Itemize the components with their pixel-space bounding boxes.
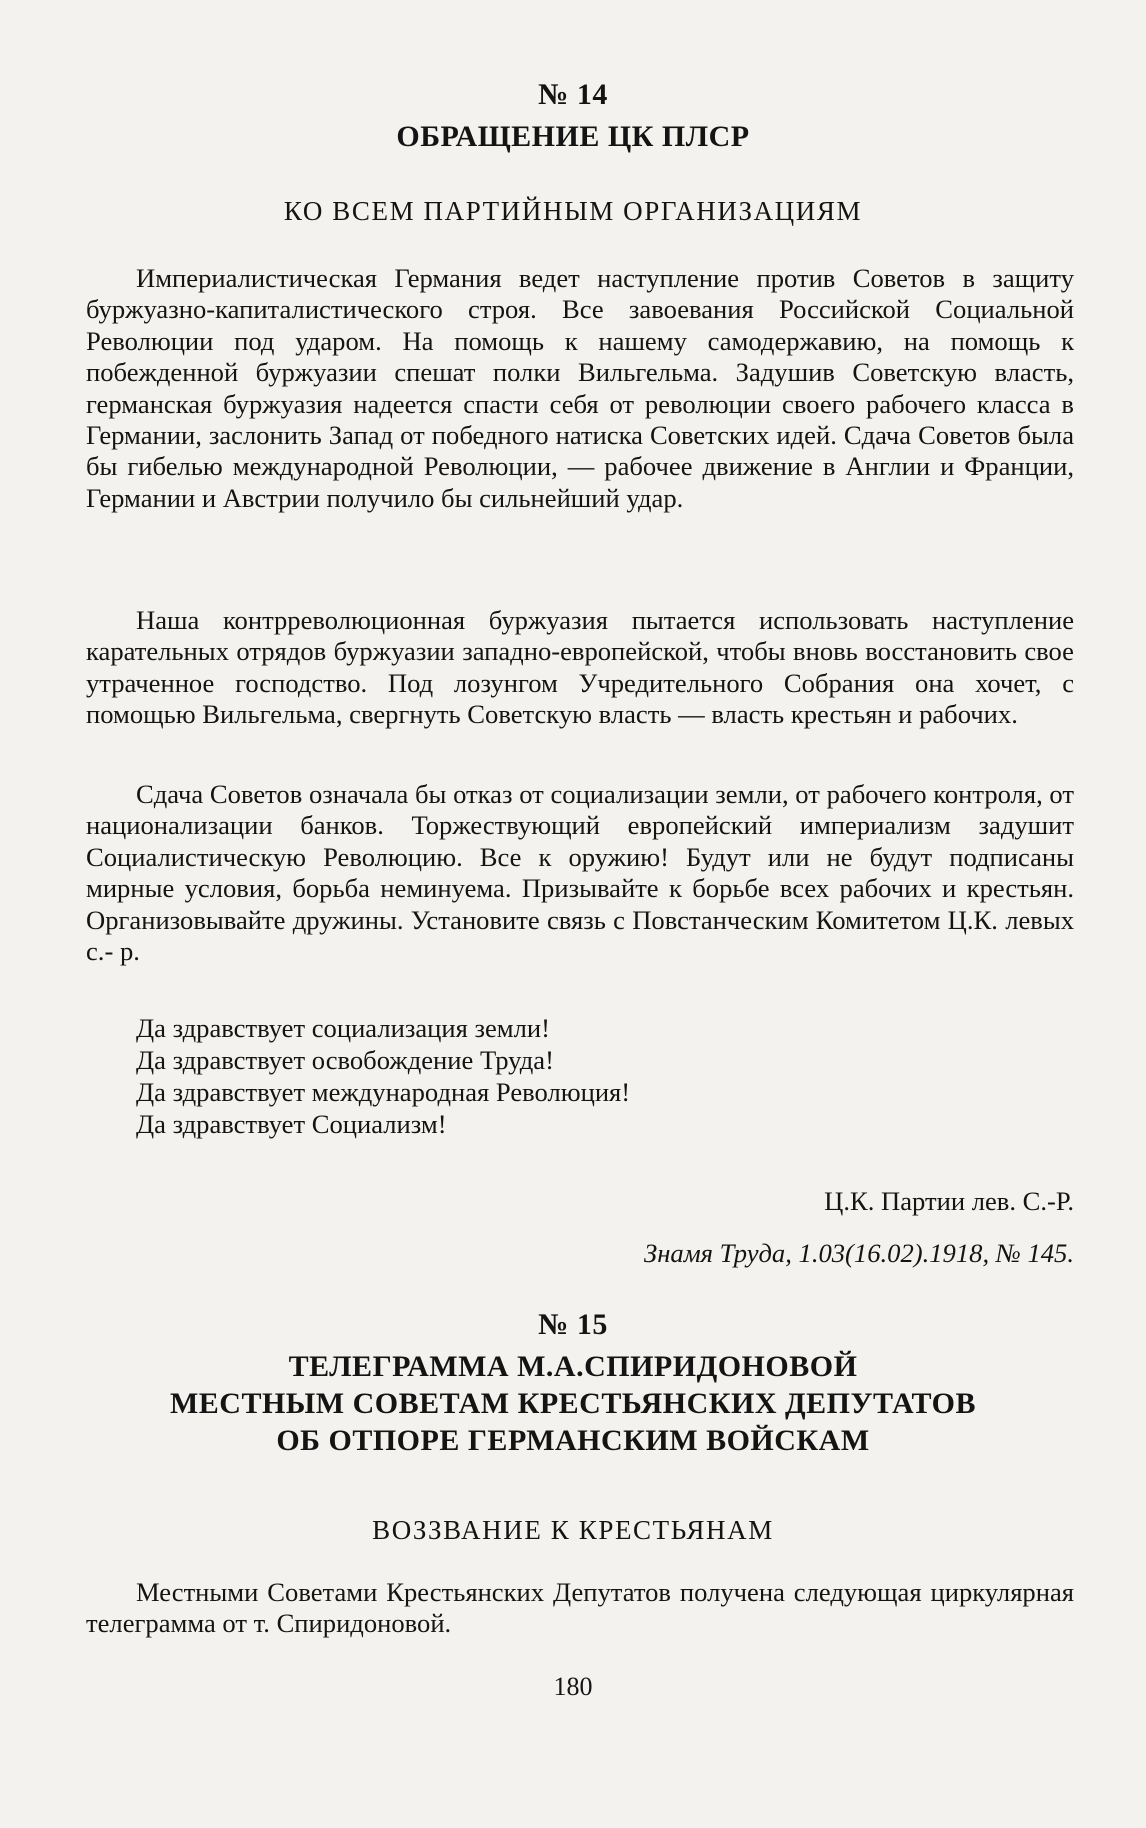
document-15-title-line: МЕСТНЫМ СОВЕТАМ КРЕСТЬЯНСКИХ ДЕПУТАТОВ xyxy=(169,1387,977,1420)
document-14-paragraph-2: Наша контрреволюционная буржуазия пытается использовать наступление карательных отрядов буржуазии западно-европейской, чтобы вновь восстановить свое утраченное господство. Под лозунгом Учредительного Собрания она хочет, с помощью Вильгельма, свергнуть Советскую власть — власть крестьян и рабочих. xyxy=(86,605,1074,730)
page-number: 180 xyxy=(553,1672,593,1701)
slogan: Да здравствует социализация земли! xyxy=(136,1013,550,1043)
slogan: Да здравствует освобождение Труда! xyxy=(136,1045,554,1075)
document-15-title-line: ТЕЛЕГРАММА М.А.СПИРИДОНОВОЙ xyxy=(288,1350,858,1383)
slogan: Да здравствует Социализм! xyxy=(136,1109,447,1139)
slogan: Да здравствует международная Революция! xyxy=(136,1077,631,1107)
document-15-paragraph-1: Местными Советами Крестьянских Депутатов получена следующая циркулярная телеграмма от т. Спиридоновой. xyxy=(86,1577,1074,1639)
document-14-title: ОБРАЩЕНИЕ ЦК ПЛСР xyxy=(396,120,750,153)
document-14-source: Знамя Труда, 1.03(16.02).1918, № 145. xyxy=(644,1238,1074,1268)
document-14-number: № 14 xyxy=(538,78,608,111)
document-14-signature: Ц.К. Партии лев. С.-Р. xyxy=(824,1186,1074,1216)
document-14-paragraph-3: Сдача Советов означала бы отказ от социализации земли, от рабочего контроля, от национализации банков. Торжествующий европейский империализм задушит Социалистическую Революцию. Все к оружию! Будут или не будут подписаны мирные условия, борьба неминуема. Призывайте к борьбе всех рабочих и крестьян. Организовывайте дружины. Установите связь с Повстанческим Комитетом Ц.К. левых с.- р. xyxy=(86,779,1074,967)
document-15-number: № 15 xyxy=(538,1308,608,1341)
document-15-title-line: ОБ ОТПОРЕ ГЕРМАНСКИМ ВОЙСКАМ xyxy=(276,1424,870,1457)
document-14-paragraph-1: Империалистическая Германия ведет наступление против Советов в защиту буржуазно-капиталистического строя. Все завоевания Российской Социальной Революции под ударом. На помощь к нашему самодержавию, на помощь к побежденной буржуазии спешат полки Вильгельма. Задушив Советскую власть, германская буржуазия надеется спасти себя от революции своего рабочего класса в Германии, заслонить Запад от победного натиска Советских идей. Сдача Советов была бы гибелью международной Революции, — рабочее движение в Англии и Франции, Германии и Австрии получило бы сильнейший удар. xyxy=(86,263,1074,513)
document-14-slogans xyxy=(136,1012,1036,1140)
document-15-title xyxy=(0,1348,1146,1459)
document-14-subheading: КО ВСЕМ ПАРТИЙНЫМ ОРГАНИЗАЦИЯМ xyxy=(283,196,863,226)
document-15-subheading: ВОЗЗВАНИЕ К КРЕСТЬЯНАМ xyxy=(372,1515,774,1545)
